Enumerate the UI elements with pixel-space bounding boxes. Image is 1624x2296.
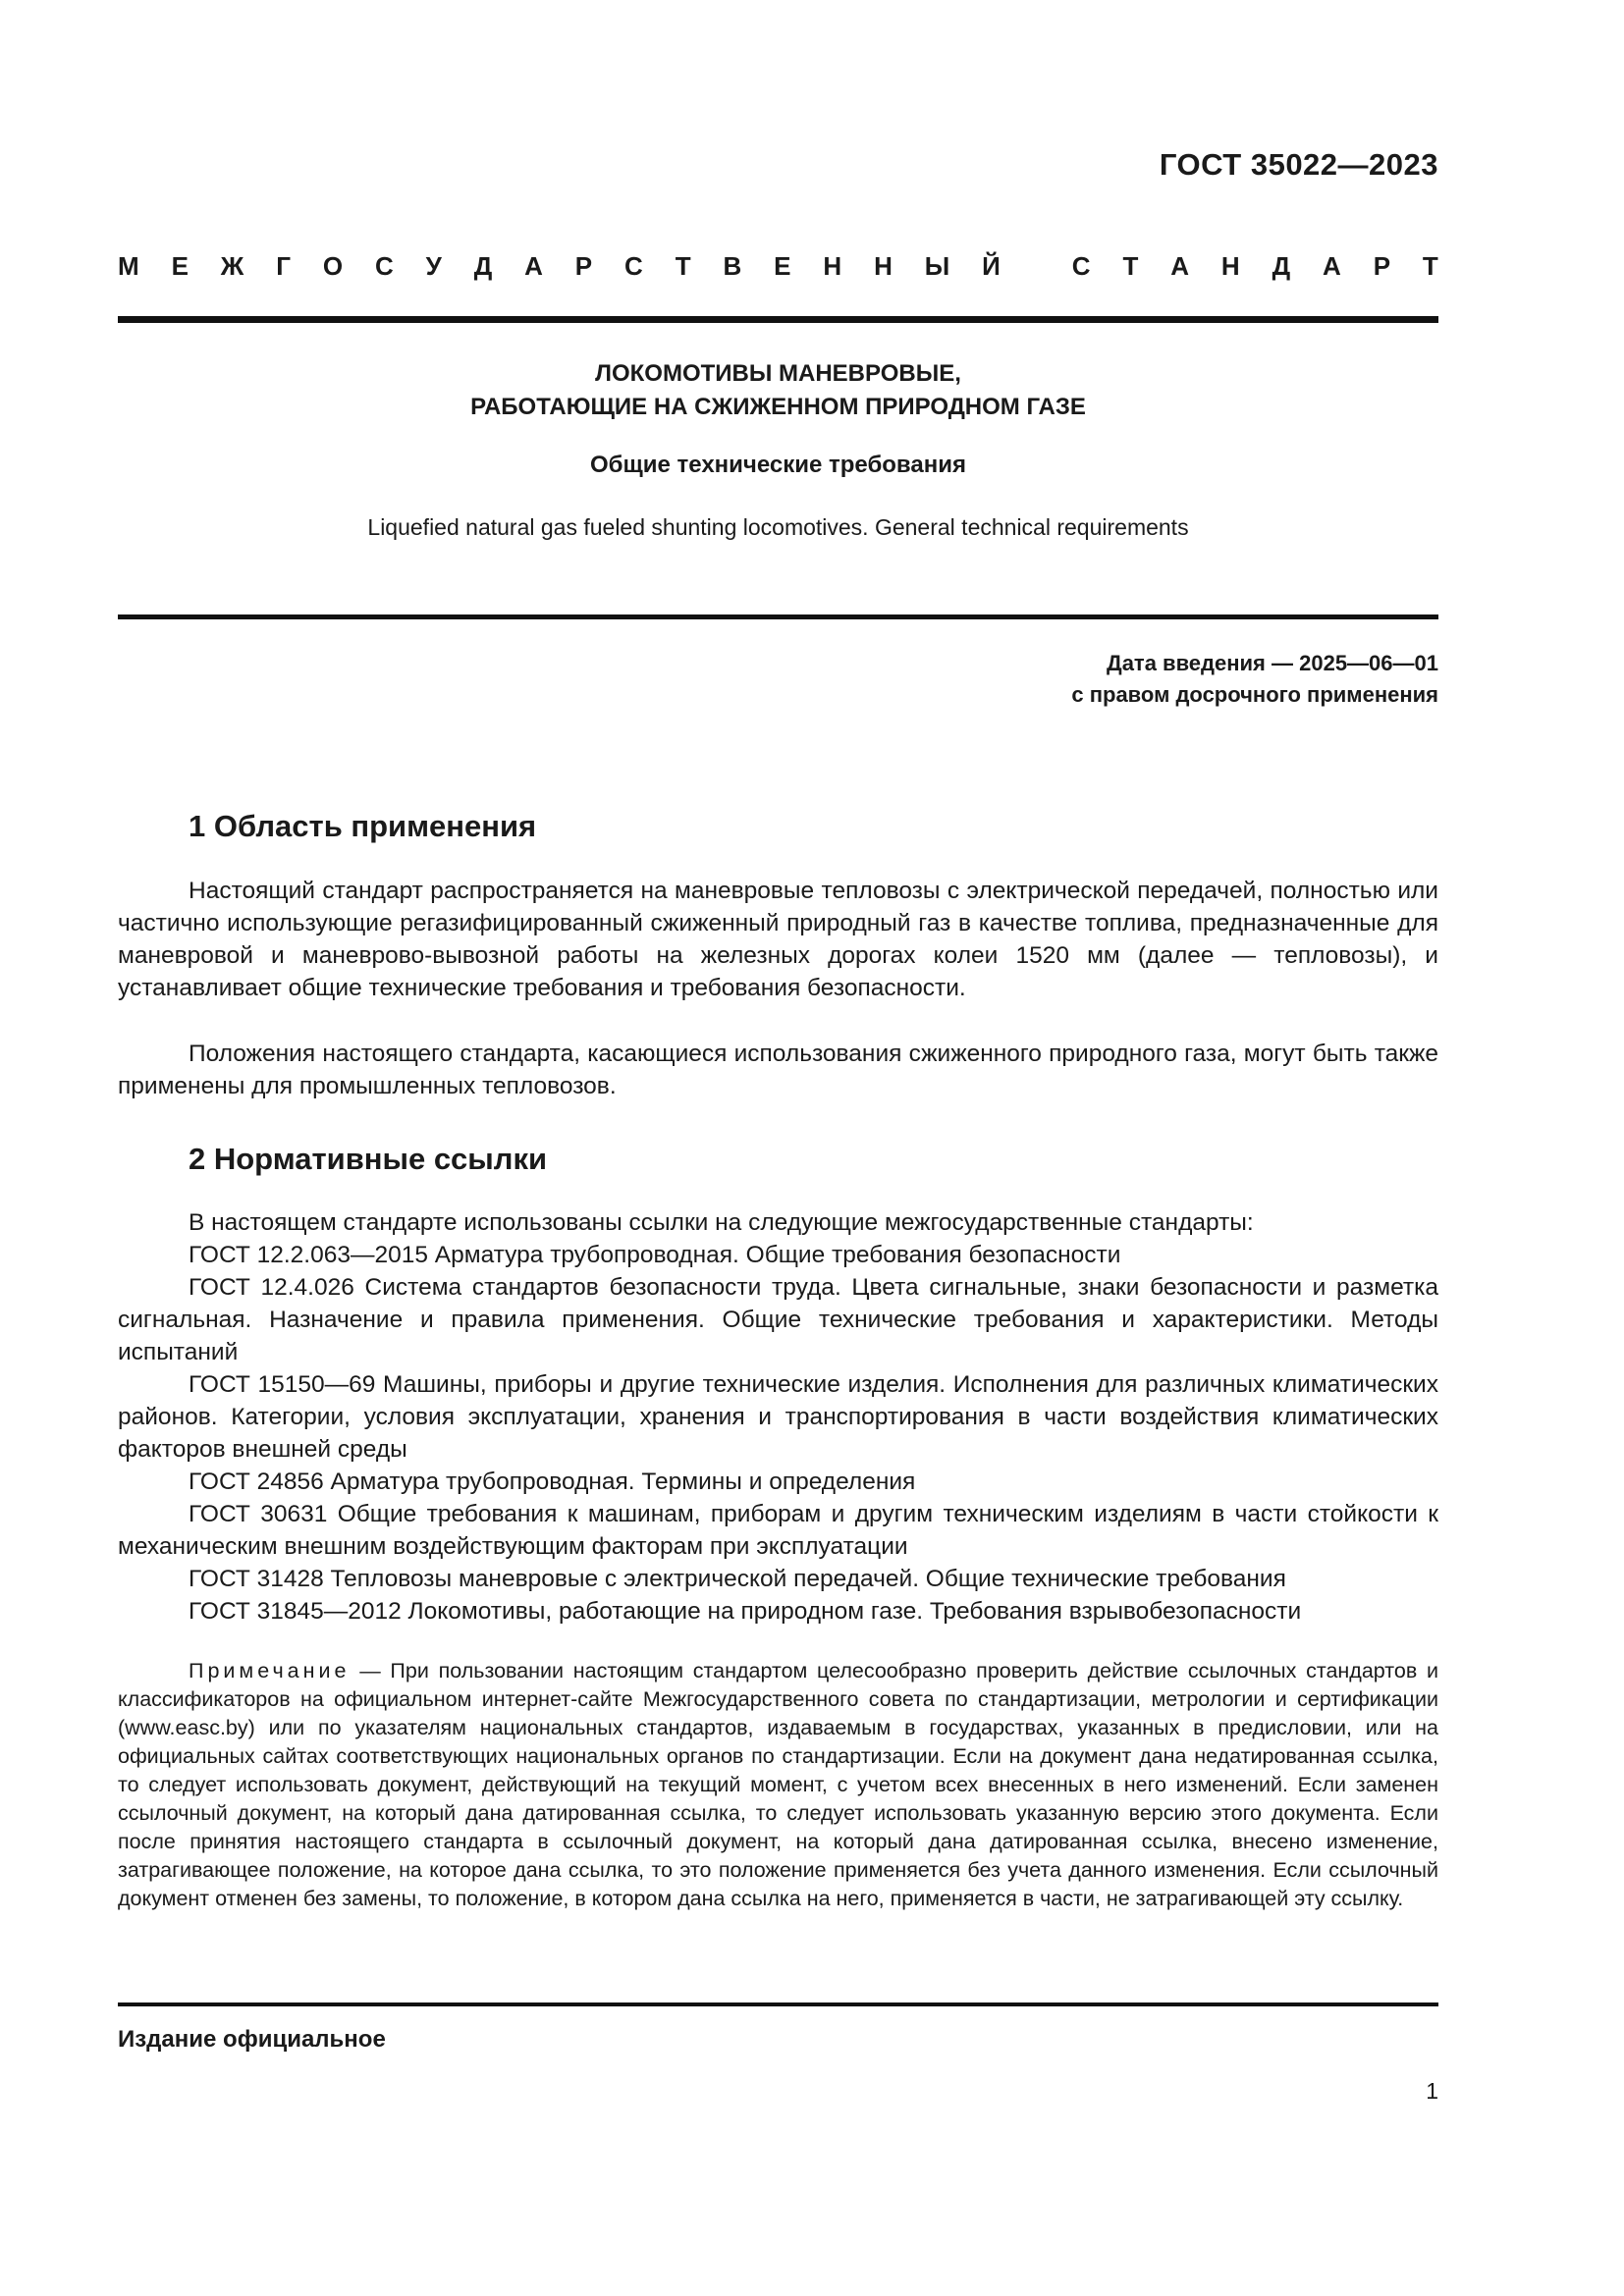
reference-item: ГОСТ 15150—69 Машины, приборы и другие технические изделия. Исполнения для различных климатических районов. Категории, условия эксплуатации, хранения и транспортирования в части воздействия климатических факторов внешней среды <box>118 1371 1438 1463</box>
date-line-1: Дата введения — 2025—06—01 <box>1107 651 1438 675</box>
title-rule <box>118 614 1438 619</box>
section-1-heading: 1 Область применения <box>189 809 537 843</box>
standard-kind-letter: У <box>425 251 442 281</box>
standard-kind-letter: В <box>723 251 742 281</box>
standard-kind-letter: С <box>624 251 643 281</box>
introduction-date <box>1071 648 1438 711</box>
edition-label: Издание официальное <box>118 2026 386 2053</box>
references-list <box>118 1206 1438 1628</box>
standard-kind-letter: А <box>1170 251 1190 281</box>
reference-item: ГОСТ 12.2.063—2015 Арматура трубопроводная. Общие требования безопасности <box>189 1242 1121 1268</box>
note-text: — При пользовании настоящим стандартом целесообразно проверить действие ссылочных стандартов и классификаторов на официальном интернет-сайте Межгосударственного совета по стандартизации, метрологии и сертификации (www.easc.by) или по указателям национальных стандартов, издаваемым в государствах, указанных в предисловии, или на официальных сайтах соответствующих национальных органов по стандартизации. Если на документ дана недатированная ссылка, то следует использовать документ, действующий на текущий момент, с учетом всех внесенных в него изменений. Если заменен ссылочный документ, на который дана датированная ссылка, то следует использовать указанную версию этого документа. Если после принятия настоящего стандарта в ссылочный документ, на который дана датированная ссылка, внесено изменение, затрагивающее положение, на которое дана ссылка, то это положение применяется без учета данного изменения. Если ссылочный документ отменен без замены, то положение, в котором дана ссылка на него, применяется в части, не затрагивающей эту ссылку. <box>118 1659 1438 1910</box>
document-title <box>118 357 1438 424</box>
standard-kind-letter: Е <box>774 251 791 281</box>
standard-kind-letter: О <box>322 251 344 281</box>
standard-kind-letter: М <box>118 251 139 281</box>
document-page <box>118 0 1438 2296</box>
header-rule <box>118 316 1438 323</box>
standard-kind-letter: Е <box>171 251 189 281</box>
standard-kind-letter <box>1033 251 1040 282</box>
standard-kind-letter: Д <box>1272 251 1291 281</box>
standard-kind-letter: Р <box>1373 251 1391 281</box>
standard-kind-letter: А <box>1323 251 1341 281</box>
standard-kind-letter: А <box>524 251 543 281</box>
title-line-1: ЛОКОМОТИВЫ МАНЕВРОВЫЕ, <box>595 360 961 387</box>
footer-rule <box>118 2002 1438 2006</box>
reference-item: ГОСТ 24856 Арматура трубопроводная. Термины и определения <box>189 1468 916 1495</box>
standard-kind-heading <box>118 251 1438 282</box>
reference-item: ГОСТ 31428 Тепловозы маневровые с электрической передачей. Общие технические требования <box>189 1566 1286 1592</box>
standard-kind-letter: Т <box>675 251 691 281</box>
standard-kind-letter: Р <box>574 251 593 281</box>
standard-kind-letter: Ы <box>924 251 950 281</box>
standard-kind-letter: Н <box>823 251 842 281</box>
english-title: Liquefied natural gas fueled shunting locomotives. General technical requirements <box>367 514 1189 540</box>
standard-kind-letter: Н <box>874 251 893 281</box>
standard-kind-letter: Д <box>473 251 493 281</box>
standard-kind-letter: Т <box>1122 251 1139 281</box>
references-intro: В настоящем стандарте использованы ссылки на следующие межгосударственные стандарты: <box>189 1209 1254 1236</box>
page-number: 1 <box>1426 2078 1438 2104</box>
references-note <box>118 1657 1438 1913</box>
reference-item: ГОСТ 12.4.026 Система стандартов безопасности труда. Цвета сигнальные, знаки безопасности и разметка сигнальная. Назначение и правила применения. Общие технические требования и характеристики. Методы испытаний <box>118 1274 1438 1365</box>
standard-kind-letter: Т <box>1422 251 1438 281</box>
reference-item: ГОСТ 30631 Общие требования к машинам, приборам и другим техническим изделиям в части стойкости к механическим внешним воздействующим факторам при эксплуатации <box>118 1501 1438 1560</box>
title-line-2: РАБОТАЮЩИЕ НА СЖИЖЕННОМ ПРИРОДНОМ ГАЗЕ <box>470 394 1086 420</box>
section-1-paragraph-1: Настоящий стандарт распространяется на маневровые тепловозы с электрической передачей, полностью или частично использующие регазифицированный сжиженный природный газ в качестве топлива, предназначенные для маневровой и маневрово-вывозной работы на железных дорогах колеи 1520 мм (далее — тепловозы), и устанавливает общие технические требования и требования безопасности. <box>118 878 1438 1001</box>
note-label: Примечание <box>189 1659 351 1682</box>
document-code: ГОСТ 35022—2023 <box>1159 147 1438 182</box>
standard-kind-letter: С <box>1071 251 1091 281</box>
date-line-2: с правом досрочного применения <box>1071 682 1438 707</box>
section-1-paragraph-2: Положения настоящего стандарта, касающиеся использования сжиженного природного газа, могут быть также применены для промышленных тепловозов. <box>118 1041 1438 1099</box>
standard-kind-letter: Й <box>982 251 1001 281</box>
standard-kind-letter: Ж <box>220 251 244 281</box>
section-2-heading: 2 Нормативные ссылки <box>189 1142 548 1176</box>
standard-kind-letter: С <box>374 251 394 281</box>
standard-kind-letter: Г <box>276 251 291 281</box>
document-subtitle: Общие технические требования <box>590 452 966 478</box>
reference-item: ГОСТ 31845—2012 Локомотивы, работающие на природном газе. Требования взрывобезопасности <box>189 1598 1302 1625</box>
standard-kind-letter: Н <box>1220 251 1240 281</box>
